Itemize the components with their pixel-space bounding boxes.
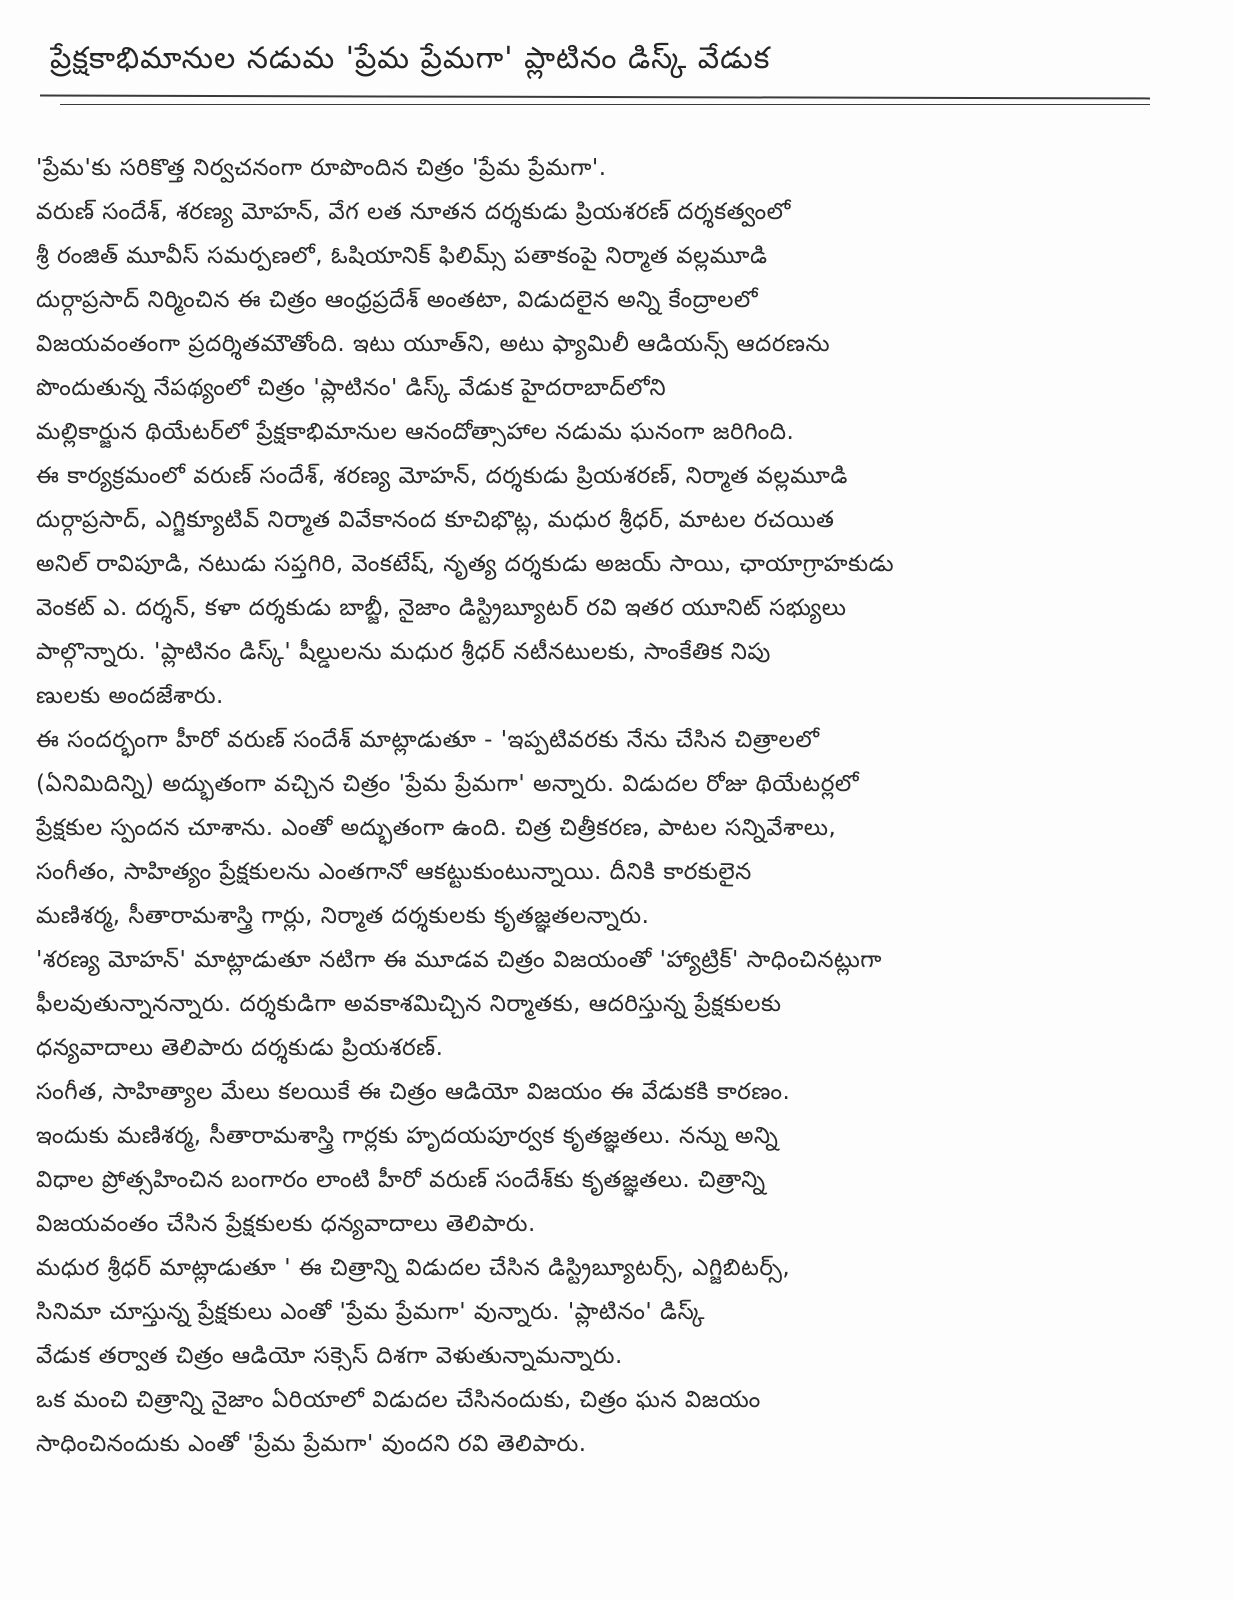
body-line: 'ప్రేమ'కు సరికొత్త నిర్వచనంగా రూపొందిన చిత్రం 'ప్రేమ ప్రేమగా'. [36,155,607,181]
document-body [36,146,1186,1466]
body-line: ప్రేక్షకుల స్పందన చూశాను. ఎంతో అద్భుతంగా ఉంది. చిత్ర చిత్రీకరణ, పాటల సన్నివేశాలు, [36,815,837,841]
body-line: ణులకు అందజేశారు. [36,683,224,709]
body-line: వేడుక తర్వాత చిత్రం ఆడియో సక్సెస్ దిశగా వెళుతున్నామన్నారు. [36,1343,623,1369]
title-underline [40,95,1150,100]
body-line: ధన్యవాదాలు తెలిపారు దర్శకుడు ప్రియశరణ్. [36,1035,444,1061]
body-line: ఫీలవుతున్నానన్నారు. దర్శకుడిగా అవకాశమిచ్చిన నిర్మాతకు, ఆదరిస్తున్న ప్రేక్షకులకు [36,991,782,1017]
body-line: అనిల్ రావిపూడి, నటుడు సప్తగిరి, వెంకటేష్, నృత్య దర్శకుడు అజయ్ సాయి, ఛాయాగ్రాహకుడు [36,551,895,577]
body-line: ఒక మంచి చిత్రాన్ని నైజాం ఏరియాలో విడుదల చేసినందుకు, చిత్రం ఘన విజయం [36,1387,761,1413]
body-line: మణిశర్మ, సీతారామశాస్త్రి గార్లు, నిర్మాత దర్శకులకు కృతజ్ఞతలన్నారు. [36,903,650,929]
body-line: వెంకట్ ఎ. దర్శన్, కళా దర్శకుడు బాబ్జీ, నైజాం డిస్ట్రిబ్యూటర్ రవి ఇతర యూనిట్ సభ్యులు [36,595,847,621]
body-line: సంగీతం, సాహిత్యం ప్రేక్షకులను ఎంతగానో ఆకట్టుకుంటున్నాయి. దీనికి కారకులైన [36,859,752,885]
body-line: (ఏనిమిదిన్ని) అద్భుతంగా వచ్చిన చిత్రం 'ప్రేమ ప్రేమగా' అన్నారు. విడుదల రోజు థియేటర్లలో [36,771,859,797]
body-line: వరుణ్ సందేశ్, శరణ్య మోహన్, వేగ లత నూతన దర్శకుడు ప్రియశరణ్ దర్శకత్వంలో [36,199,791,225]
body-line: విధాల ప్రోత్సహించిన బంగారం లాంటి హీరో వరుణ్ సందేశ్‌కు కృతజ్ఞతలు. చిత్రాన్ని [36,1167,766,1193]
body-line: ఇందుకు మణిశర్మ, సీతారామశాస్త్రి గార్లకు హృదయపూర్వక కృతజ్ఞతలు. నన్ను అన్ని [36,1123,779,1149]
body-line: పొందుతున్న నేపథ్యంలో చిత్రం 'ప్లాటినం' డిస్క్ వేడుక హైదరాబాద్‌లోని [36,375,667,401]
title-underline-secondary [60,104,1150,105]
body-line: సినిమా చూస్తున్న ప్రేక్షకులు ఎంతో 'ప్రేమ ప్రేమగా' వున్నారు. 'ప్లాటినం' డిస్క్ [36,1299,705,1325]
body-line: పాల్గొన్నారు. 'ప్లాటినం డిస్క్' షీల్డులను మధుర శ్రీధర్ నటీనటులకు, సాంకేతిక నిపు [36,639,771,665]
document-title: ప్రేక్షకాభిమానుల నడుమ 'ప్రేమ ప్రేమగా' ప్లాటినం డిస్క్ వేడుక [50,41,771,76]
body-line: ఈ సందర్భంగా హీరో వరుణ్ సందేశ్ మాట్లాడుతూ - 'ఇప్పటివరకు నేను చేసిన చిత్రాలలో [36,727,820,753]
body-line: శ్రీ రంజిత్ మూవీస్ సమర్పణలో, ఓషియానిక్ ఫిలిమ్స్ పతాకంపై నిర్మాత వల్లమూడి [36,243,768,269]
body-line: ఈ కార్యక్రమంలో వరుణ్ సందేశ్, శరణ్య మోహన్, దర్శకుడు ప్రియశరణ్, నిర్మాత వల్లమూడి [36,463,848,489]
body-line: సంగీత, సాహిత్యాల మేలు కలయికే ఈ చిత్రం ఆడియో విజయం ఈ వేడుకకి కారణం. [36,1079,791,1105]
body-line: మల్లికార్జున థియేటర్‌లో ప్రేక్షకాభిమానుల ఆనందోత్సాహాల నడుమ ఘనంగా జరిగింది. [36,419,795,445]
body-line: దుర్గాప్రసాద్ నిర్మించిన ఈ చిత్రం ఆంధ్రప్రదేశ్ అంతటా, విడుదలైన అన్ని కేంద్రాలలో [36,287,759,313]
body-line: దుర్గాప్రసాద్, ఎగ్జిక్యూటివ్ నిర్మాత వివేకానంద కూచిభొట్ల, మధుర శ్రీధర్, మాటల రచయిత [36,507,835,533]
body-line: విజయవంతం చేసిన ప్రేక్షకులకు ధన్యవాదాలు తెలిపారు. [36,1211,536,1237]
body-line: మధుర శ్రీధర్ మాట్లాడుతూ ' ఈ చిత్రాన్ని విడుదల చేసిన డిస్ట్రిబ్యూటర్స్, ఎగ్జిబిటర్స్, [36,1255,791,1281]
body-line: విజయవంతంగా ప్రదర్శితమౌతోంది. ఇటు యూత్‌ని, అటు ఫ్యామిలీ ఆడియన్స్ ఆదరణను [36,331,831,357]
body-line: సాధించినందుకు ఎంతో 'ప్రేమ ప్రేమగా' వుందని రవి తెలిపారు. [36,1431,587,1457]
body-line: 'శరణ్య మోహన్' మాట్లాడుతూ నటిగా ఈ మూడవ చిత్రం విజయంతో 'హ్యాట్రిక్' సాధించినట్లుగా [36,947,882,973]
